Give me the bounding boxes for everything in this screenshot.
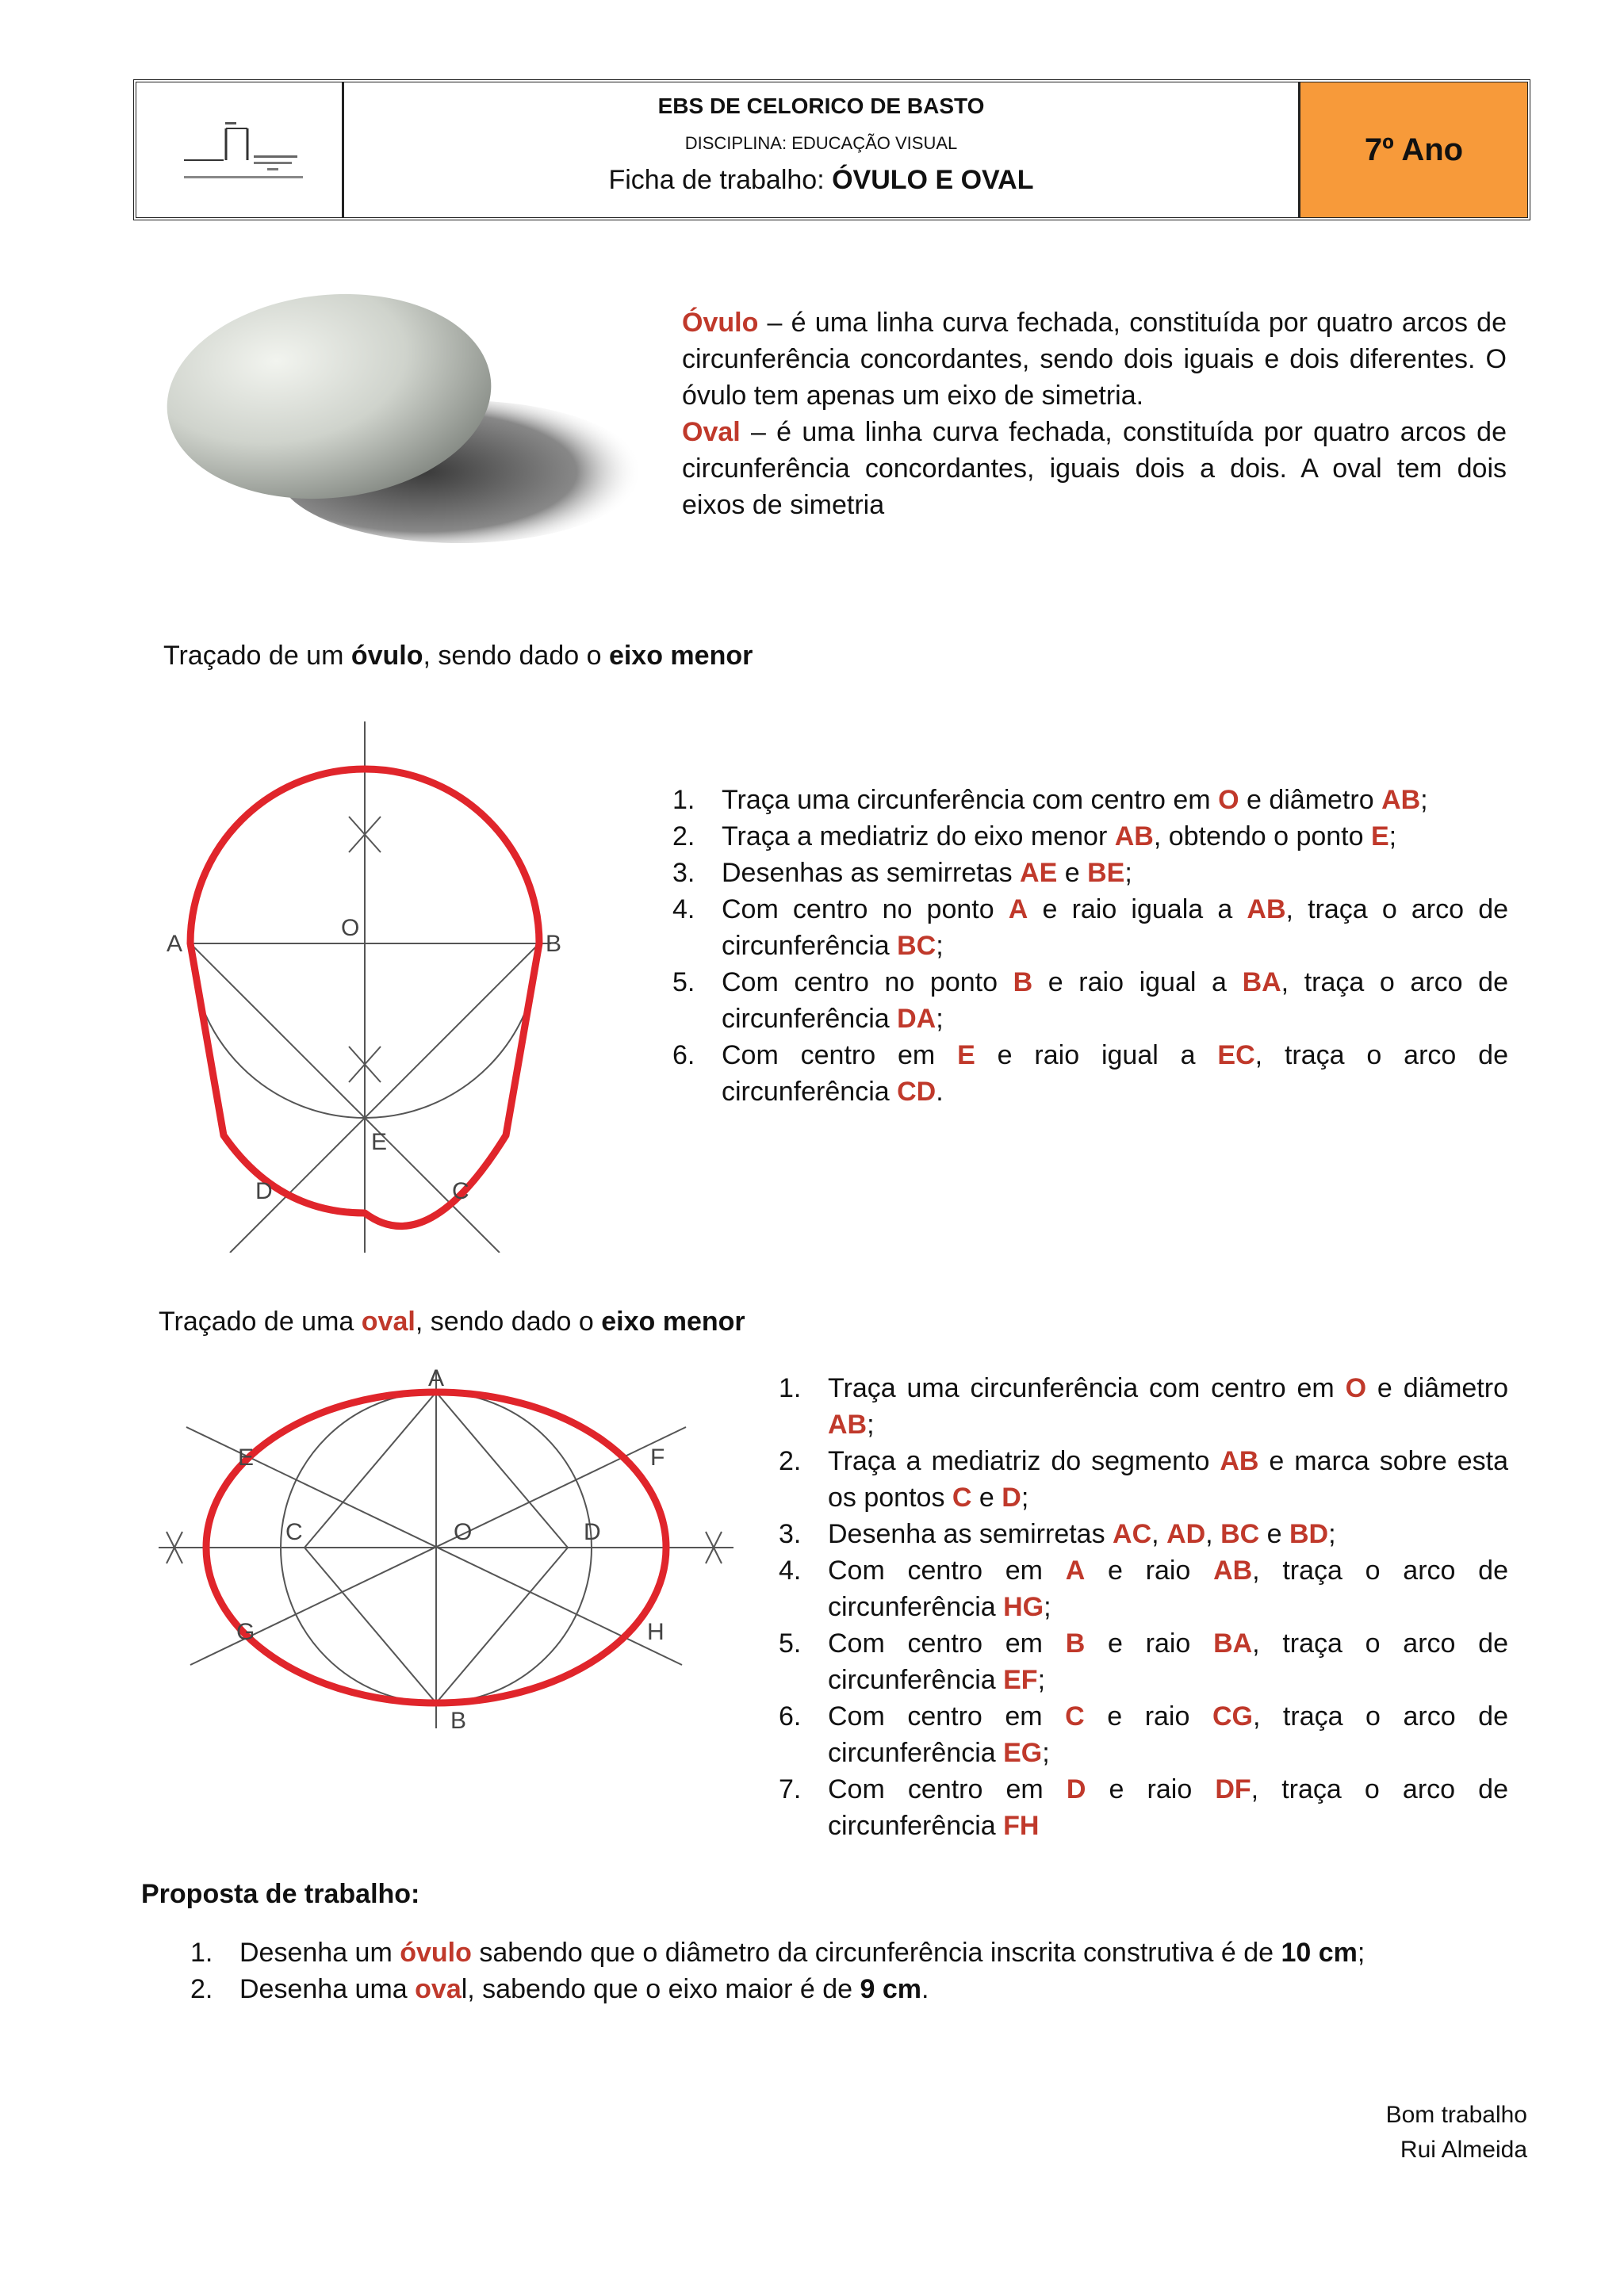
school-logo	[136, 82, 344, 217]
ovulo-definition: – é uma linha curva fechada, constituída por quatro arcos de circunferência concordantes, sendo dois iguais e dois diferentes. O óvulo tem apenas um eixo de simetria.	[682, 308, 1507, 411]
list-item: 3. Desenhas as semirretas AE e BE;	[672, 858, 1132, 888]
point-label-a: A	[428, 1365, 445, 1391]
list-item: 4. Com centro no ponto A e raio iguala a AB, traça o arco de circunferência BC;	[672, 894, 1509, 961]
heading-red: oval	[361, 1307, 416, 1337]
ovulo-term: Óvulo	[682, 308, 759, 338]
oval-steps-list	[779, 1370, 1508, 1844]
oval-definition: – é uma linha curva fechada, constituída por quatro arcos de circunferência concordantes, iguais dois a dois. A oval tem dois eixos de simetria	[682, 417, 1507, 520]
oval-term: Oval	[682, 417, 741, 447]
list-item: 2. Traça a mediatriz do eixo menor AB, obtendo o ponto E;	[672, 821, 1397, 851]
signature-block	[1386, 2098, 1527, 2168]
heading-text: Traçado de um	[163, 641, 351, 671]
point-label-e: E	[238, 1445, 255, 1471]
oval-section-heading	[159, 1307, 745, 1337]
worksheet-topic: ÓVULO E OVAL	[832, 165, 1034, 195]
definitions-block	[682, 304, 1507, 523]
point-label-o: O	[454, 1519, 473, 1545]
point-label-e: E	[371, 1129, 388, 1155]
school-name: EBS DE CELORICO DE BASTO	[657, 94, 985, 118]
list-item: 5. Com centro no ponto B e raio igual a BA, traça o arco de circunferência DA;	[672, 967, 1508, 1034]
point-label-b: B	[450, 1708, 467, 1734]
grade-cell	[1300, 82, 1527, 217]
point-label-h: H	[647, 1619, 665, 1645]
list-item: 1. Traça uma circunferência com centro em O e diâmetro AB;	[779, 1373, 1508, 1440]
list-item: 1. Traça uma circunferência com centro em O e diâmetro AB;	[672, 785, 1428, 815]
list-item: 4. Com centro em A e raio AB, traça o arco de circunferência HG;	[779, 1556, 1508, 1622]
ovulo-diagram	[151, 706, 595, 1253]
grade-label: 7º Ano	[1364, 132, 1464, 167]
point-label-o: O	[341, 915, 360, 941]
point-label-c: C	[285, 1519, 303, 1545]
discipline-label: DISCIPLINA: EDUCAÇÃO VISUAL	[684, 133, 958, 153]
oval-diagram	[151, 1364, 753, 1736]
proposal-list	[190, 1934, 1507, 2007]
list-item: 3. Desenha as semirretas AC, AD, BC e BD;	[779, 1519, 1336, 1549]
worksheet-title	[344, 165, 1298, 196]
heading-text: , sendo dado o	[423, 641, 609, 671]
point-label-c: C	[452, 1178, 469, 1204]
logo-icon	[136, 82, 344, 219]
point-label-d: D	[255, 1178, 273, 1204]
author-name: Rui Almeida	[1400, 2137, 1527, 2163]
heading-text: Traçado de uma	[159, 1307, 362, 1337]
ovulo-steps-list	[672, 782, 1508, 1110]
header-table	[133, 79, 1530, 220]
list-item: 6. Com centro em C e raio CG, traça o arco de circunferência EG;	[779, 1701, 1508, 1768]
list-item: 6. Com centro em E e raio igual a EC, traça o arco de circunferência CD.	[672, 1040, 1508, 1107]
list-item: 1. Desenha um óvulo sabendo que o diâmetro da circunferência inscrita construtiva é de 10 cm;	[190, 1938, 1365, 1968]
egg-photo	[151, 277, 642, 547]
ovulo-section-heading	[163, 641, 753, 672]
point-label-f: F	[650, 1445, 665, 1471]
point-label-d: D	[584, 1519, 601, 1545]
list-item: 7. Com centro em D e raio DF, traça o arco de circunferência FH	[779, 1774, 1509, 1841]
list-item: 5. Com centro em B e raio BA, traça o arco de circunferência EF;	[779, 1628, 1508, 1695]
proposal-heading: Proposta de trabalho:	[141, 1879, 420, 1909]
point-label-b: B	[546, 931, 562, 957]
point-label-g: G	[236, 1619, 255, 1645]
heading-bold: eixo menor	[601, 1307, 745, 1337]
closing-line: Bom trabalho	[1385, 2102, 1527, 2128]
heading-text: , sendo dado o	[415, 1307, 602, 1337]
point-label-a: A	[167, 931, 183, 957]
list-item: 2. Traça a mediatriz do segmento AB e marca sobre esta os pontos C e D;	[779, 1446, 1508, 1513]
worksheet-prefix: Ficha de trabalho:	[608, 165, 833, 195]
heading-bold: óvulo	[350, 641, 423, 671]
header-title-cell	[344, 82, 1300, 217]
heading-bold: eixo menor	[608, 641, 753, 671]
list-item: 2. Desenha uma oval, sabendo que o eixo maior é de 9 cm.	[190, 1974, 929, 2004]
